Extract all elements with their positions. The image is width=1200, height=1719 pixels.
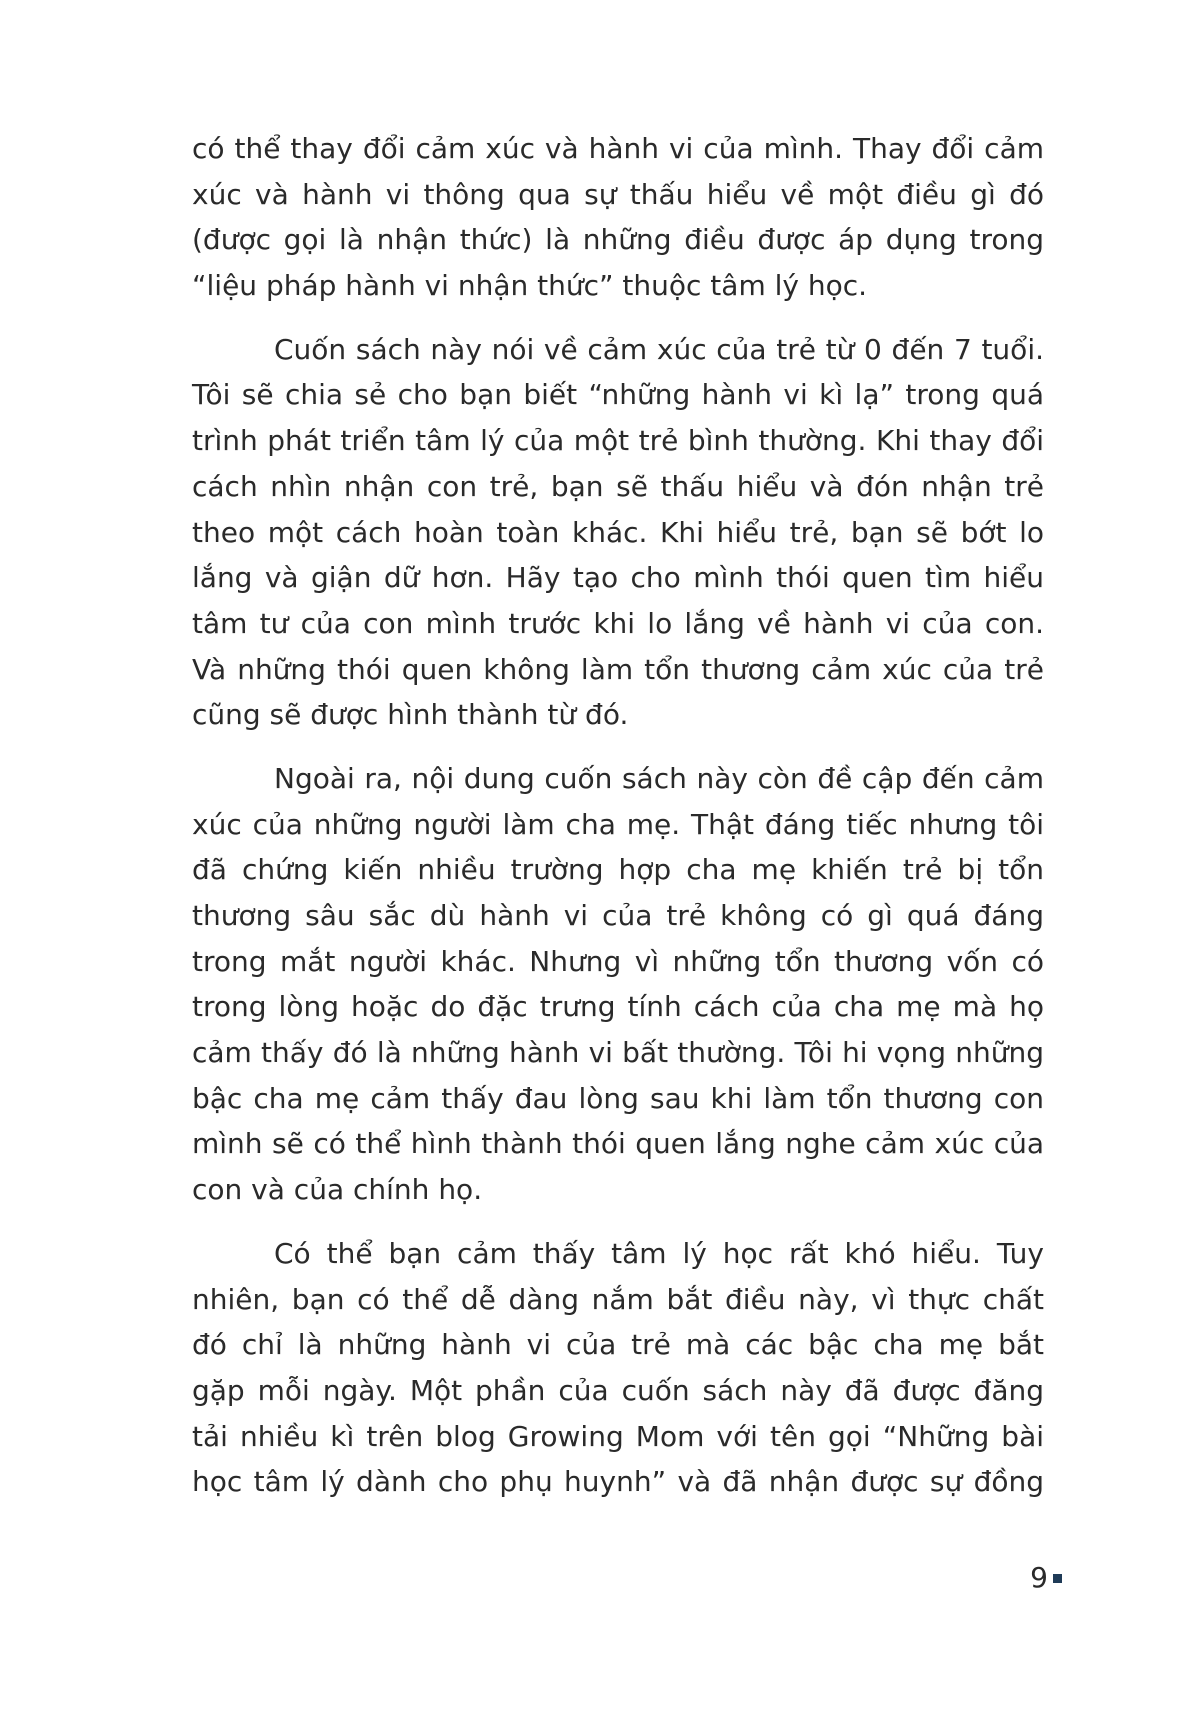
text-line: cảm thấy đó là những hành vi bất thường. Tôi hi vọng những (192, 1036, 1044, 1070)
paragraph-gap (192, 309, 1044, 327)
page-footer (1030, 1560, 1062, 1596)
text-line: Cuốn sách này nói về cảm xúc của trẻ từ 0 đến 7 tuổi. (274, 332, 1044, 366)
text-line: theo một cách hoàn toàn khác. Khi hiểu trẻ, bạn sẽ bớt lo (192, 515, 1044, 549)
text-line: gặp mỗi ngày. Một phần của cuốn sách này đã được đăng (192, 1373, 1044, 1407)
text-line: tải nhiều kì trên blog Growing Mom với tên gọi “Những bài (192, 1419, 1044, 1453)
body-text (192, 126, 1044, 1505)
text-line: (được gọi là nhận thức) là những điều được áp dụng trong (192, 223, 1044, 257)
text-line: Ngoài ra, nội dung cuốn sách này còn đề cập đến cảm (274, 761, 1044, 795)
text-line: Tôi sẽ chia sẻ cho bạn biết “những hành vi kì lạ” trong quá (192, 378, 1044, 412)
text-line: mình sẽ có thể hình thành thói quen lắng nghe cảm xúc của (192, 1127, 1044, 1161)
paragraph (192, 756, 1044, 1213)
paragraph (192, 327, 1044, 738)
text-line: nhiên, bạn có thể dễ dàng nắm bắt điều này, vì thực chất (192, 1282, 1044, 1316)
text-line: đã chứng kiến nhiều trường hợp cha mẹ khiến trẻ bị tổn (192, 853, 1044, 887)
text-line: thương sâu sắc dù hành vi của trẻ không có gì quá đáng (192, 899, 1044, 932)
paragraph-gap (192, 1213, 1044, 1231)
text-line: xúc của những người làm cha mẹ. Thật đáng tiếc nhưng tôi (192, 807, 1044, 841)
text-line: con và của chính họ. (192, 1173, 483, 1207)
text-line: “liệu pháp hành vi nhận thức” thuộc tâm lý học. (192, 269, 868, 303)
text-line: tâm tư của con mình trước khi lo lắng về hành vi của con. (192, 606, 1044, 640)
paragraph-gap (192, 738, 1044, 756)
text-line: xúc và hành vi thông qua sự thấu hiểu về một điều gì đó (192, 177, 1044, 211)
text-line: bậc cha mẹ cảm thấy đau lòng sau khi làm tổn thương con (192, 1081, 1044, 1115)
text-line: trình phát triển tâm lý của một trẻ bình thường. Khi thay đổi (192, 424, 1044, 458)
paragraph (192, 126, 1044, 309)
paragraph (192, 1231, 1044, 1505)
text-line: Có thể bạn cảm thấy tâm lý học rất khó hiểu. Tuy (274, 1236, 1044, 1270)
text-line: Và những thói quen không làm tổn thương cảm xúc của trẻ (192, 652, 1044, 686)
text-line: đó chỉ là những hành vi của trẻ mà các bậc cha mẹ bắt (192, 1328, 1044, 1362)
page-number: 9 (1030, 1561, 1048, 1594)
text-line: cách nhìn nhận con trẻ, bạn sẽ thấu hiểu và đón nhận trẻ (192, 469, 1044, 503)
page-marker-square-icon (1053, 1574, 1062, 1583)
text-line: lắng và giận dữ hơn. Hãy tạo cho mình thói quen tìm hiểu (192, 561, 1044, 595)
text-line: học tâm lý dành cho phụ huynh” và đã nhận được sự đồng (192, 1465, 1044, 1499)
text-line: trong lòng hoặc do đặc trưng tính cách của cha mẹ mà họ (192, 990, 1044, 1024)
text-line: trong mắt người khác. Nhưng vì những tổn thương vốn có (192, 944, 1044, 978)
text-line: cũng sẽ được hình thành từ đó. (192, 698, 629, 732)
text-line: có thể thay đổi cảm xúc và hành vi của mình. Thay đổi cảm (192, 132, 1044, 165)
